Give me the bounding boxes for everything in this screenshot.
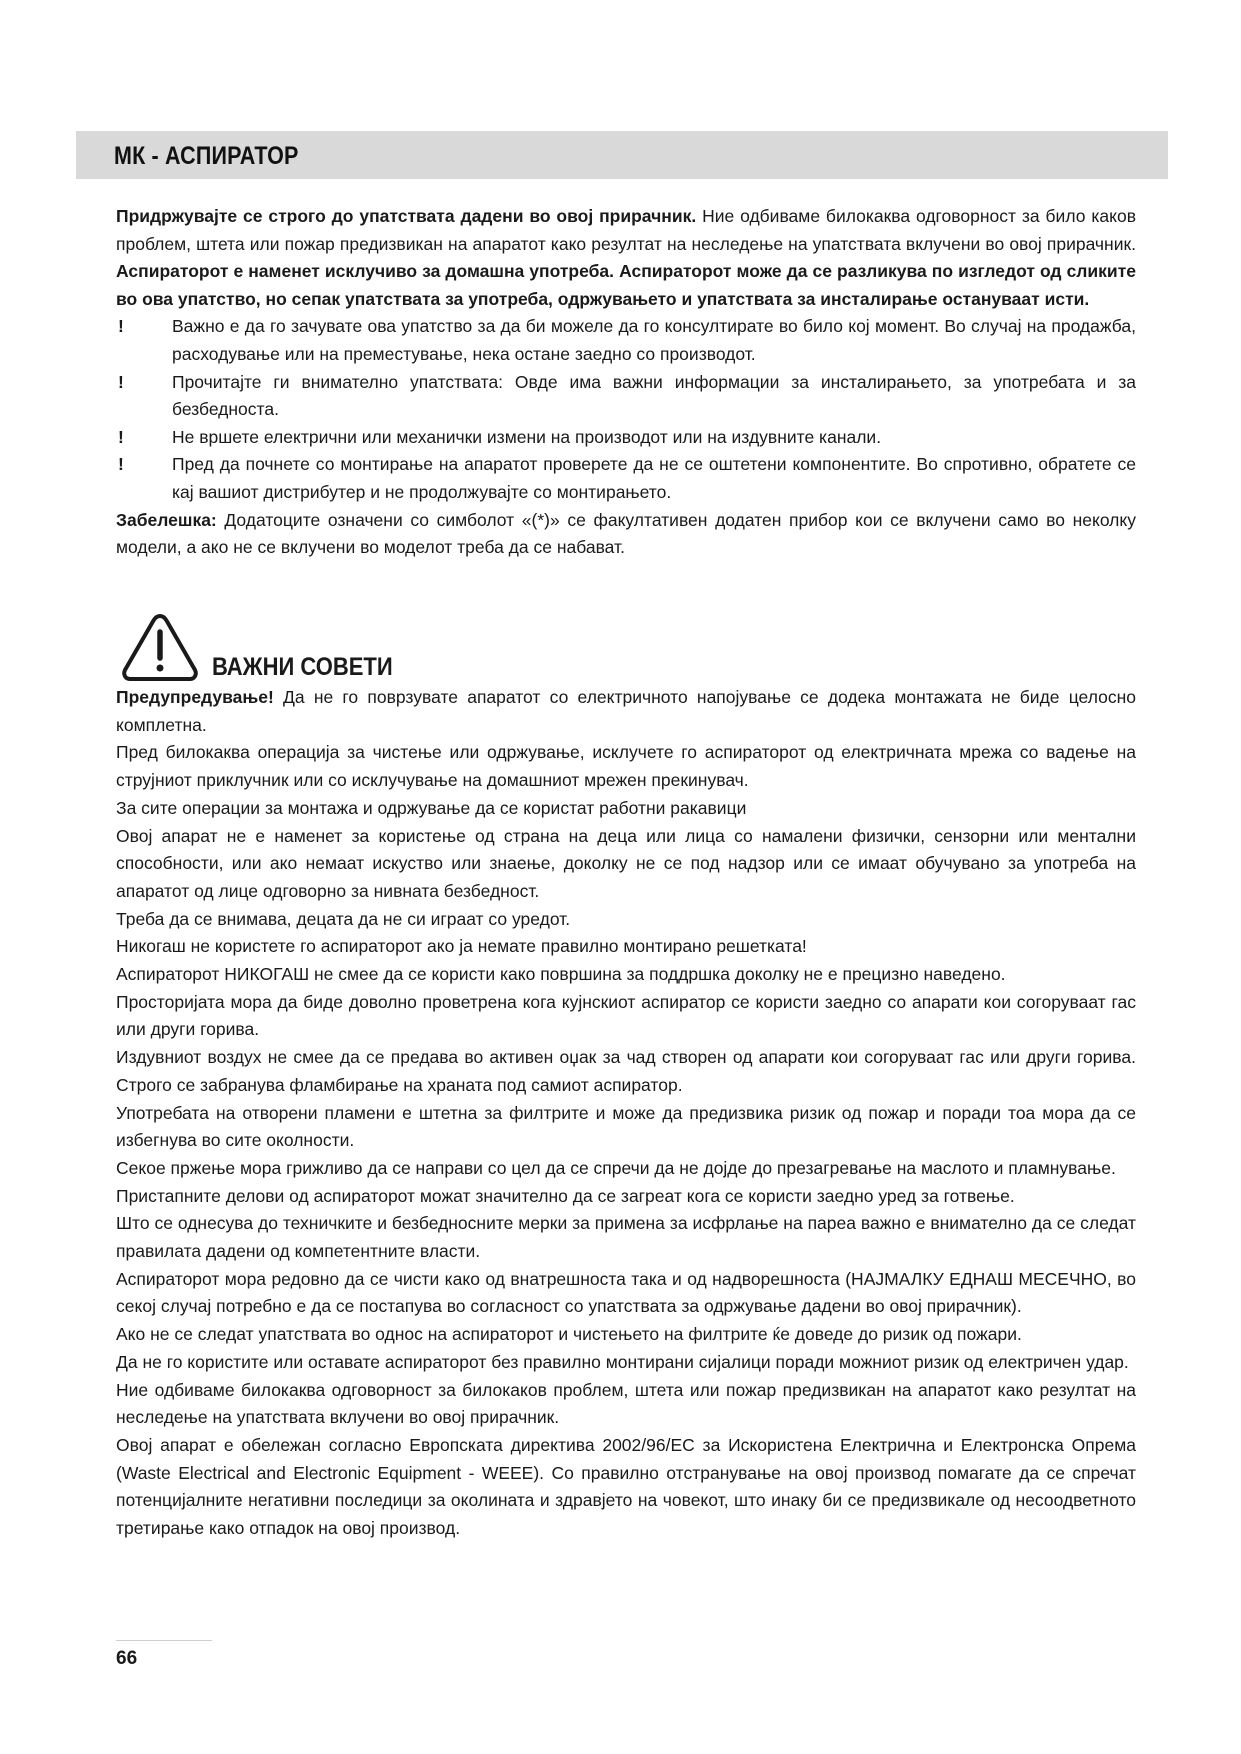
advice-paragraph: Да не го користите или оставате аспираторот без правилно монтирани сијалици поради можниот ризик од електричен удар. [116,1351,1129,1372]
exclamation-icon: ! [118,426,124,447]
intro-bold-statement: Аспираторот е наменет исклучиво за домашна употреба. Аспираторот може да се разликува по изгледот од сликите во ова упатство, но сепак упатствата за употреба, одржувањето и упатствата за инсталирање остануваат исти. [116,261,1136,309]
advice-list [116,684,1136,1543]
intro-paragraph [116,203,1136,313]
warning-body: Да не го поврзувате апаратот со електричното напојување се додека монтажата не биде целосно комплетна. [116,687,1136,735]
note-paragraph [116,507,1136,562]
warning-text: Не вршете електрични или механички измени на производот или на издувните канали. [172,426,882,447]
page-title: МК - АСПИРАТОР [114,142,299,170]
advice-paragraph: Аспираторот мора редовно да се чисти како од внатрешноста така и од надворешноста (НАЈМАЛКУ ЕДНАШ МЕСЕЧНО, во секој случај потребно е да се постапува во согласност со упатствата за одржување дадени во овој прирачник). [116,1268,1136,1317]
advice-paragraph: Издувниот воздух не смее да се предава во активен оџак за чад створен од апарати кои согоруваат гас или други горива. Строго се забранува фламбирање на храната под самиот аспиратор. [116,1047,1136,1095]
advice-paragraph: Употребата на отворени пламени е штетна за филтрите и може да предизвика ризик од пожар и поради тоа мора да се избегнува во сите околности. [116,1102,1136,1151]
advice-paragraph: Никогаш не користете го аспираторот ако ја немате правилно монтирано решетката! [116,936,807,957]
list-item [116,451,1136,506]
note-text: Додатоците означени со симболот «(*)» се факултативен додатен прибор кои се вклучени само во неколку модели, а ако не се вклучени во моделот треба да се набават. [116,509,1136,558]
warning-text: Пред да почнете со монтирање на апаратот проверете да не се оштетени компонентите. Во спротивно, обратете се кај вашиот дистрибутер и не продолжувајте со монтирањето. [172,454,1136,502]
advice-paragraph: Секое пржење мора грижливо да се направи со цел да се спречи да не дојде до презагревање на маслото и пламнување. [116,1157,1116,1178]
warning-list [116,313,1136,506]
important-advice-section [116,612,1136,1543]
intro-block [116,203,1136,562]
list-item [116,313,1136,368]
footer-divider [116,1640,212,1641]
note-label: Забелешка: [116,509,217,530]
exclamation-icon: ! [118,371,124,392]
advice-paragraph: Аспираторот НИКОГАШ не смее да се користи како површина за поддршка доколку не е прецизно наведено. [116,964,1006,985]
exclamation-icon: ! [118,454,124,475]
advice-paragraph: Ако не се следат упатствата во однос на аспираторот и чистењето на филтрите ќе доведе до ризик од пожари. [116,1324,1022,1345]
list-item [116,424,1136,452]
advice-paragraph: Што се однесува до техничките и безбедносните мерки за примена за исфрлање на пареа важно е внимателно да се следат правилата дадени од компетентните власти. [116,1213,1136,1262]
section-header-bar [76,131,1168,179]
advice-paragraph: Пристапните делови од аспираторот можат значително да се загреат кога се користи заедно уред за готвење. [116,1185,1015,1206]
advice-paragraph: Овој апарат не е наменет за користење од страна на деца или лица со намалени физички, сензорни или ментални способности, или ако немаат искуство или знаење, доколку не се под надзор или се имаат обучувано за употреба на апаратот од лице одговорно за нивната безбедност. [116,825,1136,901]
intro-text: Ние одбиваме билокаква одговорност за било каков проблем, штета или пожар предизвикан на апаратот како резултат на неследење на упатствата вклучени во овој прирачник. [116,206,1136,254]
advice-paragraph: Пред билокаква операција за чистење или одржување, исклучете го аспираторот од електричната мрежа со вадење на струјниот приклучник или со исклучување на домашниот мрежен прекинувач. [116,742,1136,791]
page-number: 66 [116,1648,138,1669]
warning-label: Предупредување! [116,687,274,707]
advice-paragraph: Треба да се внимава, децата да не си играат со уредот. [116,908,571,929]
list-item [116,369,1136,424]
exclamation-icon: ! [118,316,124,337]
warning-triangle-icon [120,612,200,684]
advice-paragraph: Ние одбиваме билокаква одговорност за билокаков проблем, штета или пожар предизвикан на апаратот како резултат на неследење на упатствата вклучени во овој прирачник. [116,1379,1136,1428]
intro-bold-lead: Придржувајте се строго до упатствата дадени во овој прирачник. [116,206,697,226]
section-title: ВАЖНИ СОВЕТИ [212,653,393,681]
section-heading [116,612,1136,684]
advice-paragraph: За сите операции за монтажа и одржување да се користат работни ракавици [116,797,747,818]
warning-paragraph [116,684,1136,739]
advice-paragraph: Просторијата мора да биде доволно проветрена кога кујнскиот аспиратор се користи заедно со апарати кои согоруваат гас или други горива. [116,991,1136,1040]
advice-paragraph: Овој апарат е обележан согласно Европската директива 2002/96/ЕС за Искористена Електрична и Електронска Опрема (Waste Electrical and Electronic Equipment - WEEE). Со правилно отстранување на овој производ помагате да се спречат потенцијалните негативни последици за околината и здравјето на човекот, што инаку би се предизвикале од несоодветното третирање како отпадок на овој производ. [116,1434,1136,1539]
warning-text: Прочитајте ги внимателно упатствата: Овде има важни информации за инсталирањето, за употребата и за безбедноста. [172,371,1136,420]
warning-text: Важно е да го зачувате ова упатство за да би можеле да го консултирате во било кој момент. Во случај на продажба, расходување или на преместување, нека остане заедно со производот. [172,316,1136,364]
